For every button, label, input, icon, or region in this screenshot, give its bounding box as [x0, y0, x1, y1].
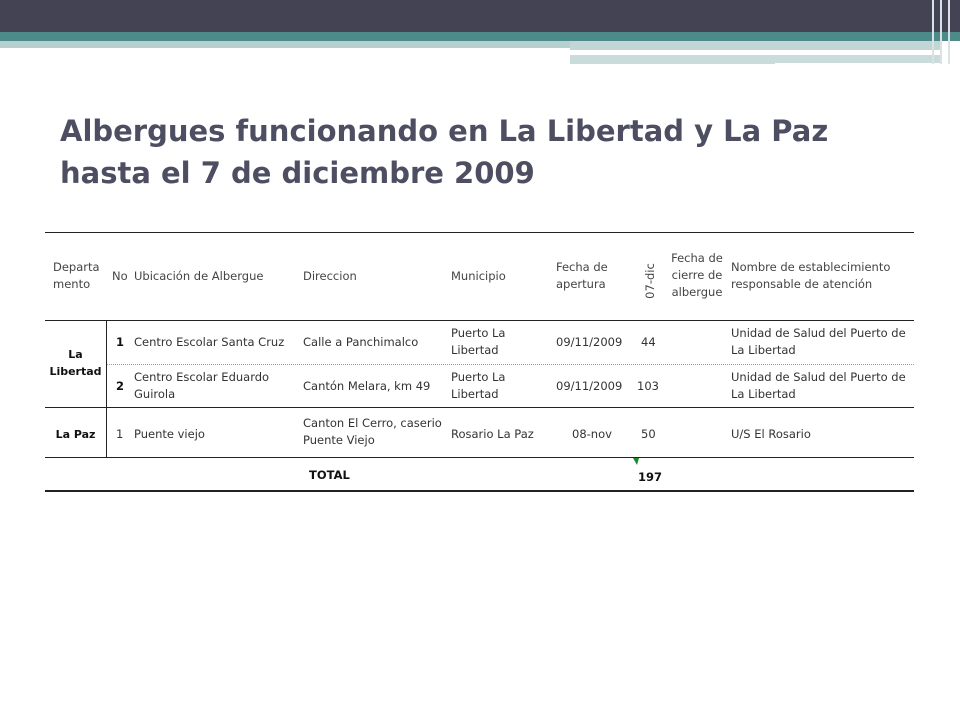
header-direccion: Direccion: [303, 269, 357, 283]
row-nombre-line: Unidad de Salud del Puerto de: [731, 326, 906, 340]
row-ubicacion: Puente viejo: [134, 427, 205, 441]
row-direccion: Calle a Panchimalco: [303, 335, 419, 349]
banner-light-bar: [0, 41, 570, 48]
header-no: No: [112, 269, 128, 283]
dept-la-libertad: [45, 346, 106, 380]
row-municipio-line: Puerto La: [451, 370, 506, 384]
totals-top-border: [45, 457, 914, 458]
dept-la-paz: La Paz: [55, 428, 96, 441]
header-fecha-cierre-line: Fecha de: [671, 251, 723, 265]
group-separator: [45, 407, 914, 408]
banner-white-stripe: [570, 50, 888, 53]
row-municipio-line: Puerto La: [451, 326, 506, 340]
row-ubicacion: [134, 369, 269, 403]
row-nombre-line: Unidad de Salud del Puerto de: [731, 370, 906, 384]
header-departamento: [53, 259, 100, 293]
table-bottom-border: [45, 490, 914, 492]
header-ubicacion: Ubicación de Albergue: [134, 269, 264, 283]
header-fecha-apertura: [556, 259, 608, 293]
header-fecha-cierre: [669, 250, 725, 301]
row-ubicacion-line: Centro Escolar Eduardo: [134, 370, 270, 384]
header-fecha-cierre-line: albergue: [671, 285, 723, 299]
row-nombre-line: La Libertad: [731, 387, 796, 401]
banner-light-bar-right: [570, 41, 940, 50]
header-nombre: [731, 259, 890, 293]
banner-dark-bar: [0, 0, 960, 32]
banner-teal-bar: [0, 32, 960, 41]
row-07-dic: 103: [637, 379, 659, 393]
total-value: 197: [638, 470, 663, 484]
row-direccion: [303, 415, 442, 449]
row-no: 1: [116, 335, 125, 349]
row-municipio-line: Libertad: [451, 343, 499, 357]
row-nombre: [731, 369, 906, 403]
dept-column-separator: [106, 320, 107, 457]
dept-label-line: La: [68, 348, 83, 361]
header-fecha-apertura-line: Fecha de: [556, 260, 608, 274]
row-ubicacion: Centro Escolar Santa Cruz: [134, 335, 285, 349]
header-fecha-cierre-line: cierre de: [671, 268, 723, 282]
row-municipio: Rosario La Paz: [451, 427, 534, 441]
header-fecha-apertura-line: apertura: [556, 277, 606, 291]
row-nombre: U/S El Rosario: [731, 427, 811, 441]
row-no: 1: [116, 427, 124, 441]
banner-vertical-line: [948, 0, 950, 64]
row-municipio: [451, 325, 505, 359]
row-no: 2: [116, 379, 125, 393]
row-direccion-line: Canton El Cerro, caserio: [303, 416, 442, 430]
header-bottom-border: [45, 320, 914, 321]
row-fecha-apertura: 09/11/2009: [556, 335, 623, 349]
banner-vertical-line: [932, 0, 934, 64]
slide-title: [60, 110, 920, 194]
row-direccion: Cantón Melara, km 49: [303, 379, 431, 393]
slide-title-line-2: hasta el 7 de diciembre 2009: [60, 156, 535, 190]
header-nombre-line: responsable de atención: [731, 277, 873, 291]
row-municipio-line: Libertad: [451, 387, 499, 401]
row-fecha-apertura: 09/11/2009: [556, 379, 623, 393]
header-07-dic: 07-dic: [643, 263, 657, 299]
header-municipio: Municipio: [451, 269, 506, 283]
total-label: TOTAL: [309, 468, 350, 482]
row-separator: [107, 364, 914, 365]
cell-marker-icon: [633, 458, 639, 465]
header-departamento-line: mento: [53, 277, 91, 291]
row-nombre: [731, 325, 906, 359]
row-ubicacion-line: Guirola: [134, 387, 176, 401]
table-top-border: [45, 232, 914, 233]
row-municipio: [451, 369, 505, 403]
header-departamento-line: Departa: [53, 260, 100, 274]
row-direccion-line: Puente Viejo: [303, 433, 375, 447]
banner-vertical-line: [940, 0, 942, 64]
banner-white-stripe-lower: [775, 63, 940, 65]
row-07-dic: 50: [641, 427, 656, 441]
slide-title-line-1: Albergues funcionando en La Libertad y La Paz: [60, 114, 829, 148]
row-nombre-line: La Libertad: [731, 343, 796, 357]
row-fecha-apertura: 08-nov: [572, 427, 612, 441]
row-07-dic: 44: [641, 335, 656, 349]
dept-label-line: Libertad: [49, 365, 102, 378]
header-nombre-line: Nombre de establecimiento: [731, 260, 891, 274]
